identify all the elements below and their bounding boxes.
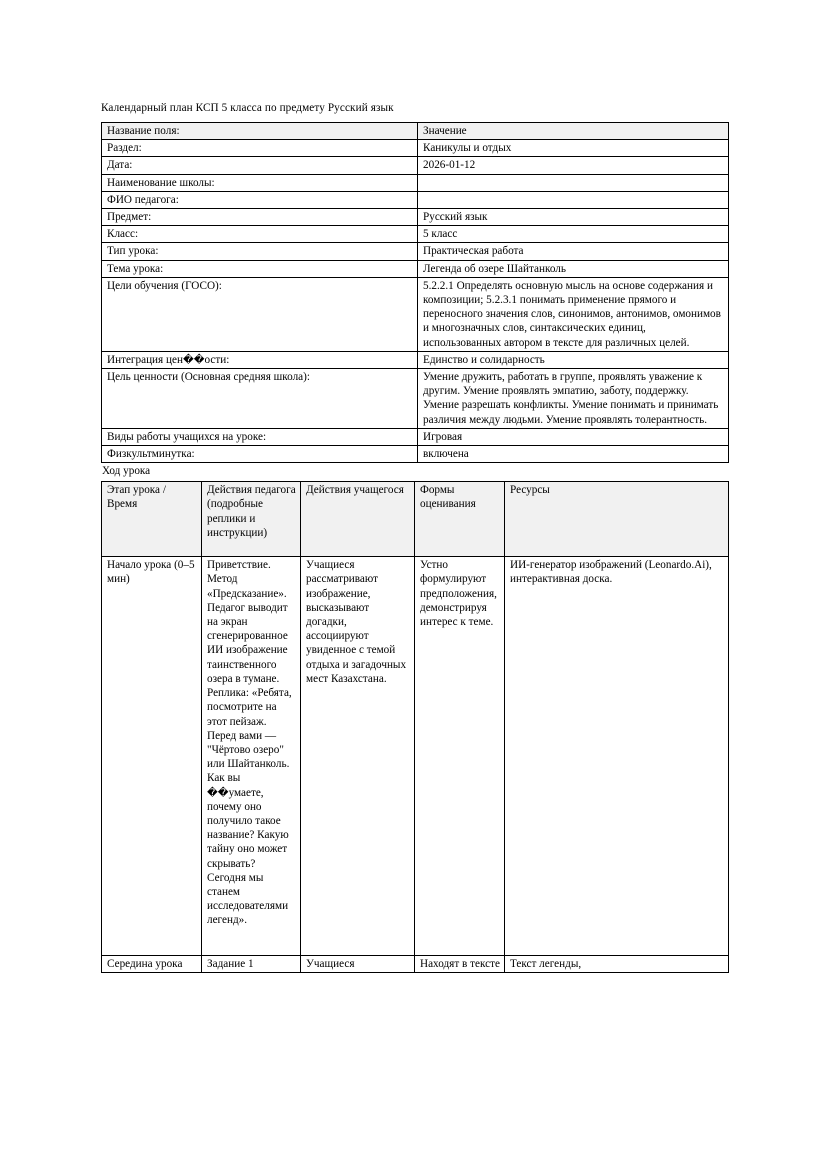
field-label-cell: ФИО педагога:	[102, 191, 418, 208]
lesson-flow-body	[102, 557, 729, 973]
replacement-character-glyph: �	[193, 353, 205, 366]
field-value-cell: Практическая работа	[418, 243, 729, 260]
teacher-actions-cell: Задание 1	[202, 956, 301, 973]
stage-cell: Середина урока	[102, 956, 202, 973]
field-value-cell: Легенда об озере Шайтанколь	[418, 260, 729, 277]
field-value-cell	[418, 191, 729, 208]
table-header-row	[102, 123, 729, 140]
table-row	[102, 369, 729, 429]
field-label-cell: Предмет:	[102, 209, 418, 226]
lesson-fields-body	[102, 123, 729, 463]
table-row	[102, 277, 729, 351]
replacement-character-glyph: �	[217, 786, 229, 799]
teacher-actions-cell: Приветствие. Метод «Предсказание». Педагог выводит на экран сгенерированное ИИ изображение таинственного озера в тумане. Реплика: «Ребята, посмотрите на этот пейзаж. Перед вами — "Чёртово озеро" или Шайтанколь. Как вы ��умаете, почему оно получило такое название? Какую тайну оно может скрывать? Сегодня мы станем исследователями легенд».	[202, 557, 301, 956]
assessment-cell: Находят в тексте	[415, 956, 505, 973]
table-row	[102, 260, 729, 277]
student-actions-cell: Учащиеся рассматривают изображение, высказывают догадки, ассоциируют увиденное с темой отдыха и загадочных мест Казахстана.	[301, 557, 415, 956]
document-body	[101, 101, 728, 973]
column-header-resources: Ресурсы	[505, 482, 729, 557]
lesson-flow-table	[101, 481, 729, 973]
table-row	[102, 446, 729, 463]
field-label-cell: Виды работы учащихся на уроке:	[102, 428, 418, 445]
field-value-cell: Русский язык	[418, 209, 729, 226]
table-row	[102, 428, 729, 445]
table-row	[102, 351, 729, 368]
table-row	[102, 191, 729, 208]
field-value-cell: 5 класс	[418, 226, 729, 243]
field-value-cell: Каникулы и отдых	[418, 140, 729, 157]
page-title: Календарный план КСП 5 класса по предмету Русский язык	[101, 102, 394, 114]
lesson-flow-head	[102, 482, 729, 557]
lesson-fields-table	[101, 122, 729, 463]
field-value-cell: Единство и солидарность	[418, 351, 729, 368]
table-row	[102, 157, 729, 174]
resources-cell: Текст легенды,	[505, 956, 729, 973]
field-label-cell: Цели обучения (ГОСО):	[102, 277, 418, 351]
replacement-character-glyph: �	[182, 353, 194, 366]
field-label-cell: Раздел:	[102, 140, 418, 157]
field-label-cell: Тип урока:	[102, 243, 418, 260]
column-header-teacher: Действия педагога (подробные реплики и инструкции)	[202, 482, 301, 557]
table-row	[102, 140, 729, 157]
field-value-cell: Умение дружить, работать в группе, проявлять уважение к другим. Умение проявлять эмпатию, заботу, поддержку. Умение разрешать конфликты. Умение понимать и принимать различия между людьми. Умение проявлять толерантность.	[418, 369, 729, 429]
field-value-cell: 2026-01-12	[418, 157, 729, 174]
header-value-cell: Значение	[418, 123, 729, 140]
field-value-cell: включена	[418, 446, 729, 463]
header-label-cell: Название поля:	[102, 123, 418, 140]
table-header-row	[102, 482, 729, 557]
field-label-cell: Цель ценности (Основная средняя школа):	[102, 369, 418, 429]
field-value-cell: 5.2.2.1 Определять основную мысль на основе содержания и композиции; 5.2.3.1 понимать применение прямого и переносного значения слов, синонимов, антонимов, омонимов и многозначных слов, синтаксических единиц, использованных автором в тексте для различных целей.	[418, 277, 729, 351]
column-header-stage: Этап урока / Время	[102, 482, 202, 557]
field-value-cell	[418, 174, 729, 191]
field-label-cell: Класс:	[102, 226, 418, 243]
field-label-cell: Физкультминутка:	[102, 446, 418, 463]
table-row	[102, 209, 729, 226]
student-actions-cell: Учащиеся	[301, 956, 415, 973]
table-row	[102, 174, 729, 191]
field-label-cell: Наименование школы:	[102, 174, 418, 191]
assessment-cell: Устно формулируют предположения, демонстрируя интерес к теме.	[415, 557, 505, 956]
table-row	[102, 243, 729, 260]
field-value-cell: Игровая	[418, 428, 729, 445]
stage-cell: Начало урока (0–5 мин)	[102, 557, 202, 956]
table-row	[102, 956, 729, 973]
resources-cell: ИИ-генератор изображений (Leonardo.Ai), интерактивная доска.	[505, 557, 729, 956]
column-header-student: Действия учащегося	[301, 482, 415, 557]
table-row	[102, 226, 729, 243]
field-label-cell: Тема урока:	[102, 260, 418, 277]
field-label-cell: Дата:	[102, 157, 418, 174]
table-row	[102, 557, 729, 956]
field-label-cell: Интеграция цен��ости:	[102, 351, 418, 368]
column-header-assessment: Формы оценивания	[415, 482, 505, 557]
lesson-flow-heading: Ход урока	[102, 465, 151, 478]
replacement-character-glyph: �	[207, 786, 218, 799]
